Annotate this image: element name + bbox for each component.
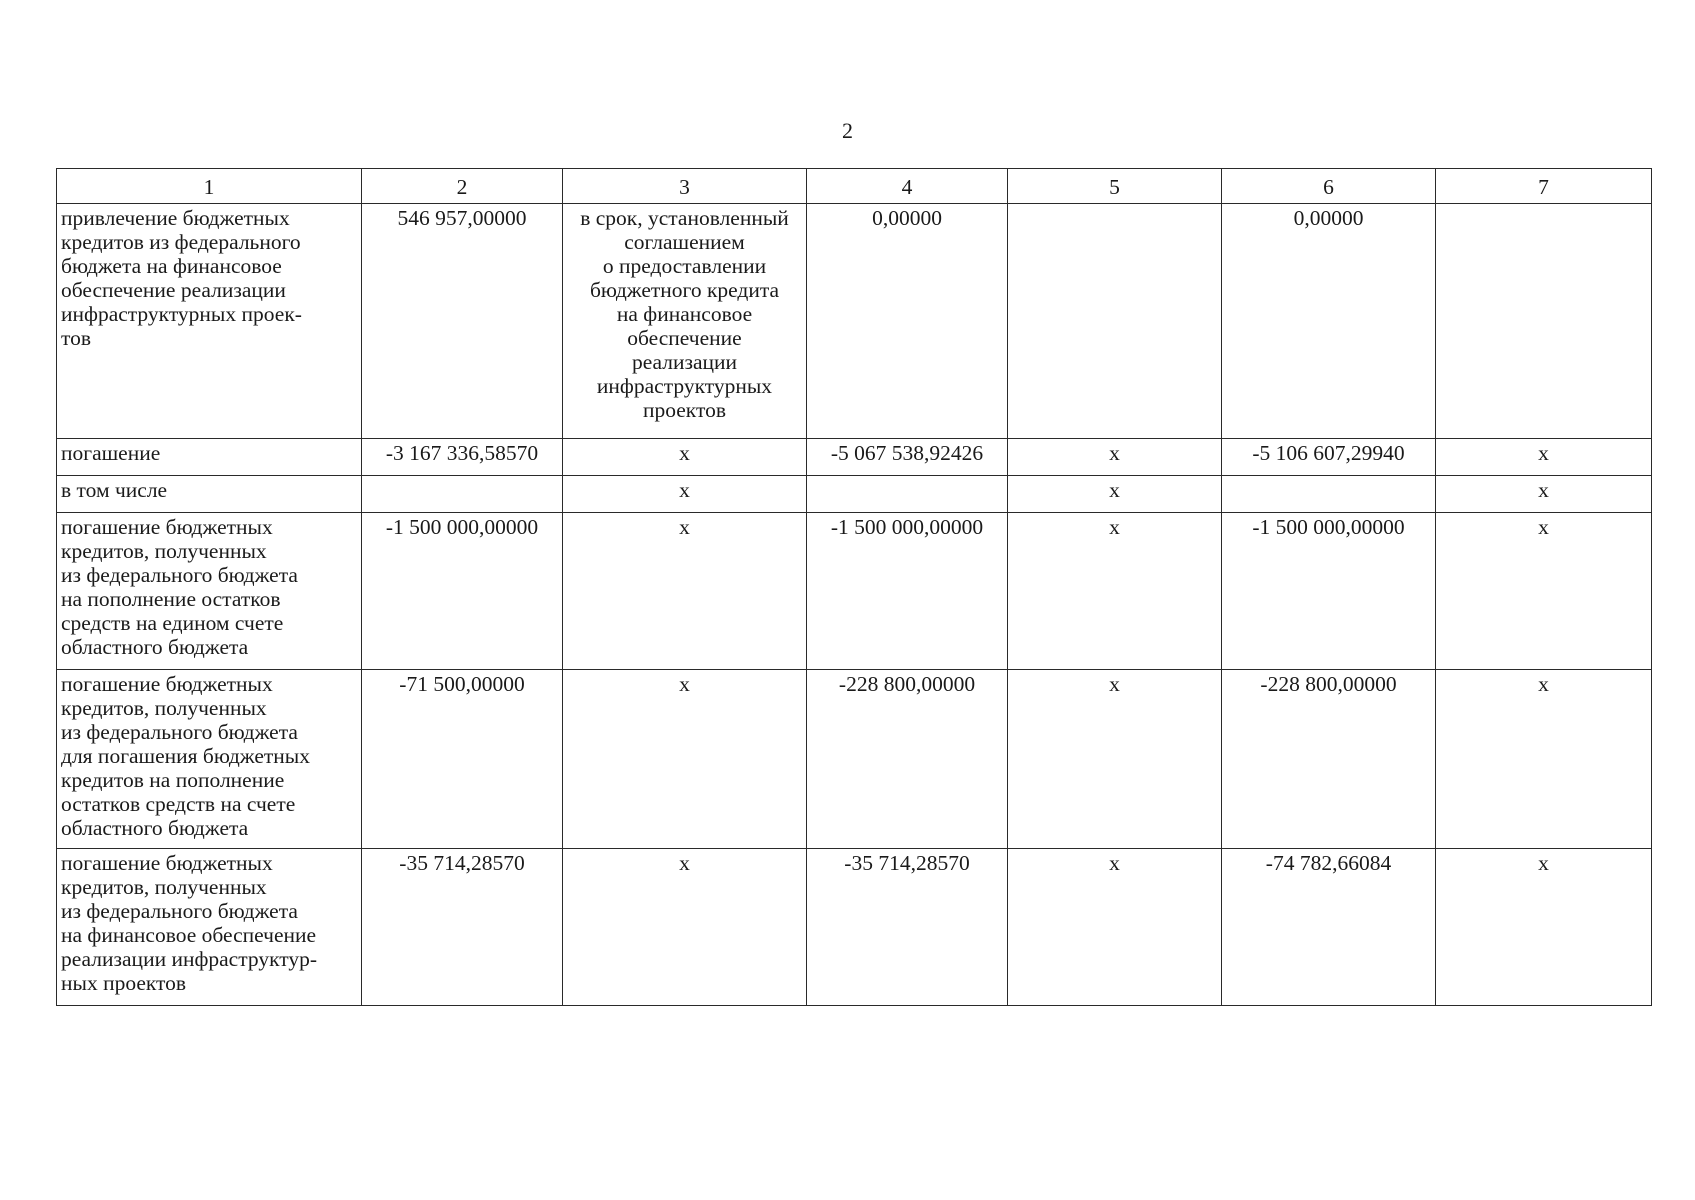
table-cell: 0,00000 <box>1222 204 1436 439</box>
column-header: 5 <box>1008 169 1222 204</box>
table-cell: -3 167 336,58570 <box>362 439 563 476</box>
table-row <box>57 439 1652 476</box>
row-label: в том числе <box>57 476 362 513</box>
table-cell: -228 800,00000 <box>1222 670 1436 849</box>
table-cell: -5 067 538,92426 <box>807 439 1008 476</box>
column-header: 6 <box>1222 169 1436 204</box>
table-cell: -71 500,00000 <box>362 670 563 849</box>
table-cell: -1 500 000,00000 <box>807 513 1008 670</box>
table-cell: х <box>1008 476 1222 513</box>
row-label: погашение бюджетных кредитов, полученных из федерального бюджета на пополнение остатков средств на едином счете областного бюджета <box>57 513 362 670</box>
row-label: погашение бюджетных кредитов, полученных из федерального бюджета для погашения бюджетных кредитов на пополнение остатков средств на счете областного бюджета <box>57 670 362 849</box>
table-cell: -74 782,66084 <box>1222 849 1436 1006</box>
table-cell <box>1222 476 1436 513</box>
table-cell: -1 500 000,00000 <box>362 513 563 670</box>
table-cell: -35 714,28570 <box>807 849 1008 1006</box>
table-cell: х <box>1436 476 1652 513</box>
table-cell <box>362 476 563 513</box>
table-cell <box>1008 204 1222 439</box>
table-cell: в срок, установленный соглашением о предоставлении бюджетного кредита на финансовое обеспечение реализации инфраструктурных проектов <box>563 204 807 439</box>
table-cell: -228 800,00000 <box>807 670 1008 849</box>
column-header: 1 <box>57 169 362 204</box>
table-row <box>57 670 1652 849</box>
table-cell: х <box>1008 513 1222 670</box>
table-cell: -35 714,28570 <box>362 849 563 1006</box>
table-cell: -5 106 607,29940 <box>1222 439 1436 476</box>
table-cell: х <box>1436 513 1652 670</box>
table-cell: -1 500 000,00000 <box>1222 513 1436 670</box>
column-header: 4 <box>807 169 1008 204</box>
table-cell: х <box>1436 439 1652 476</box>
table-cell: 0,00000 <box>807 204 1008 439</box>
table-cell: х <box>1008 439 1222 476</box>
table-cell: 546 957,00000 <box>362 204 563 439</box>
table-cell: х <box>563 670 807 849</box>
table-row <box>57 849 1652 1006</box>
table-cell: х <box>563 849 807 1006</box>
table-header-row <box>57 169 1652 204</box>
table-cell: х <box>563 439 807 476</box>
page-number: 2 <box>842 118 853 143</box>
row-label: погашение бюджетных кредитов, полученных из федерального бюджета на финансовое обеспечение реализации инфраструктур- ных проектов <box>57 849 362 1006</box>
table-cell: х <box>1008 670 1222 849</box>
table-cell: х <box>563 476 807 513</box>
table-row <box>57 204 1652 439</box>
column-header: 7 <box>1436 169 1652 204</box>
table-cell: х <box>563 513 807 670</box>
table-cell: х <box>1436 849 1652 1006</box>
table-cell: х <box>1008 849 1222 1006</box>
table-cell <box>807 476 1008 513</box>
column-header: 2 <box>362 169 563 204</box>
column-header: 3 <box>563 169 807 204</box>
table-cell <box>1436 204 1652 439</box>
table-row <box>57 476 1652 513</box>
row-label: привлечение бюджетных кредитов из федерального бюджета на финансовое обеспечение реализации инфраструктурных проек- тов <box>57 204 362 439</box>
table-cell: х <box>1436 670 1652 849</box>
row-label: погашение <box>57 439 362 476</box>
table-row <box>57 513 1652 670</box>
budget-table <box>56 168 1652 1006</box>
